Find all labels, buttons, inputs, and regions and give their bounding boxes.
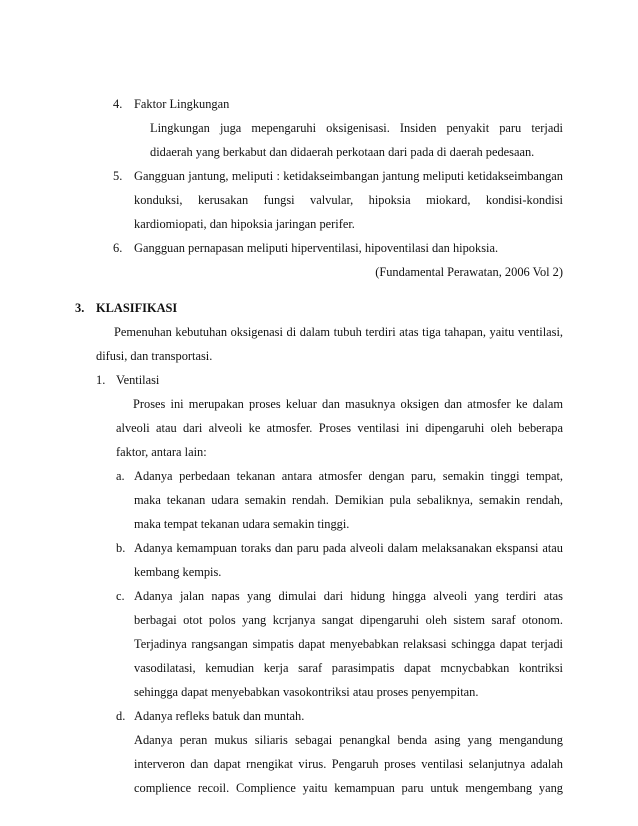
list-item-text: sehingga dapat menyebabkan vasokontriksi atau proses penyempitan. xyxy=(134,685,479,699)
list-item-title: Faktor Lingkungan xyxy=(134,97,230,111)
section-heading: KLASIFIKASI xyxy=(96,301,178,315)
list-item-text: vasodilatasi, kemudian kerja saraf parasimpatis dapat mcnycbabkan kontriksi xyxy=(134,661,563,675)
list-item-text: kembang kempis. xyxy=(134,565,222,579)
list-item-text: Adanya refleks batuk dan muntah. xyxy=(134,709,305,723)
list-letter: b. xyxy=(116,541,126,555)
paragraph-line: Pemenuhan kebutuhan oksigenasi di dalam tubuh terdiri atas tiga tahapan, yaitu ventilasi, xyxy=(114,325,563,339)
list-item-text: Adanya peran mukus siliaris sebagai penangkal benda asing yang mengandung xyxy=(134,733,563,747)
list-number: 4. xyxy=(113,97,123,111)
list-item-text: maka tekanan udara semakin rendah. Demikian pula sebaliknya, semakin rendah, xyxy=(134,493,563,507)
list-letter: a. xyxy=(116,469,125,483)
paragraph-line: faktor, antara lain: xyxy=(116,445,207,459)
section-number: 3. xyxy=(75,301,85,315)
list-item-text: Adanya jalan napas yang dimulai dari hidung hingga alveoli yang terdiri atas xyxy=(134,589,563,603)
paragraph-line: alveoli atau dari alveoli ke atmosfer. Proses ventilasi ini dipengaruhi oleh beberapa xyxy=(116,421,563,435)
list-letter: d. xyxy=(116,709,126,723)
paragraph-line: Proses ini merupakan proses keluar dan masuknya oksigen dan atmosfer ke dalam xyxy=(133,397,563,411)
subsection-title: Ventilasi xyxy=(116,373,160,387)
list-item-text: complience recoil. Complience yaitu kemampuan paru untuk mengembang yang xyxy=(134,781,563,795)
list-item-text: Adanya kemampuan toraks dan paru pada alveoli dalam melaksanakan ekspansi atau xyxy=(134,541,563,555)
list-item-text: konduksi, kerusakan fungsi valvular, hipoksia miokard, kondisi-kondisi xyxy=(134,193,563,207)
paragraph-line: didaerah yang berkabut dan didaerah perkotaan dari pada di daerah pedesaan. xyxy=(150,145,535,159)
list-number: 6. xyxy=(113,241,123,255)
list-item-text: Gangguan pernapasan meliputi hiperventilasi, hipoventilasi dan hipoksia. xyxy=(134,241,499,255)
list-item-text: berbagai otot polos yang kcrjanya sangat dipengaruhi oleh sistem saraf otonom. xyxy=(134,613,563,627)
list-number: 1. xyxy=(96,373,106,387)
paragraph-line: difusi, dan transportasi. xyxy=(96,349,213,363)
list-item-text: maka tempat tekanan udara semakin tinggi. xyxy=(134,517,350,531)
list-number: 5. xyxy=(113,169,123,183)
list-item-text: kardiomiopati, dan hipoksia jaringan perifer. xyxy=(134,217,355,231)
list-letter: c. xyxy=(116,589,125,603)
citation: (Fundamental Perawatan, 2006 Vol 2) xyxy=(375,265,563,279)
paragraph-line: Lingkungan juga mepengaruhi oksigenisasi. Insiden penyakit paru terjadi xyxy=(150,121,563,135)
list-item-text: Gangguan jantung, meliputi : ketidakseimbangan jantung meliputi ketidakseimbangan xyxy=(134,169,563,183)
list-item-text: Adanya perbedaan tekanan antara atmosfer dengan paru, semakin tinggi tempat, xyxy=(134,469,563,483)
list-item-text: interveron dan dapat rnengikat virus. Pengaruh proses ventilasi selanjutnya adalah xyxy=(134,757,563,771)
list-item-text: Terjadinya rangsangan simpatis dapat menyebabkan relaksasi schingga dapat terjadi xyxy=(134,637,563,651)
